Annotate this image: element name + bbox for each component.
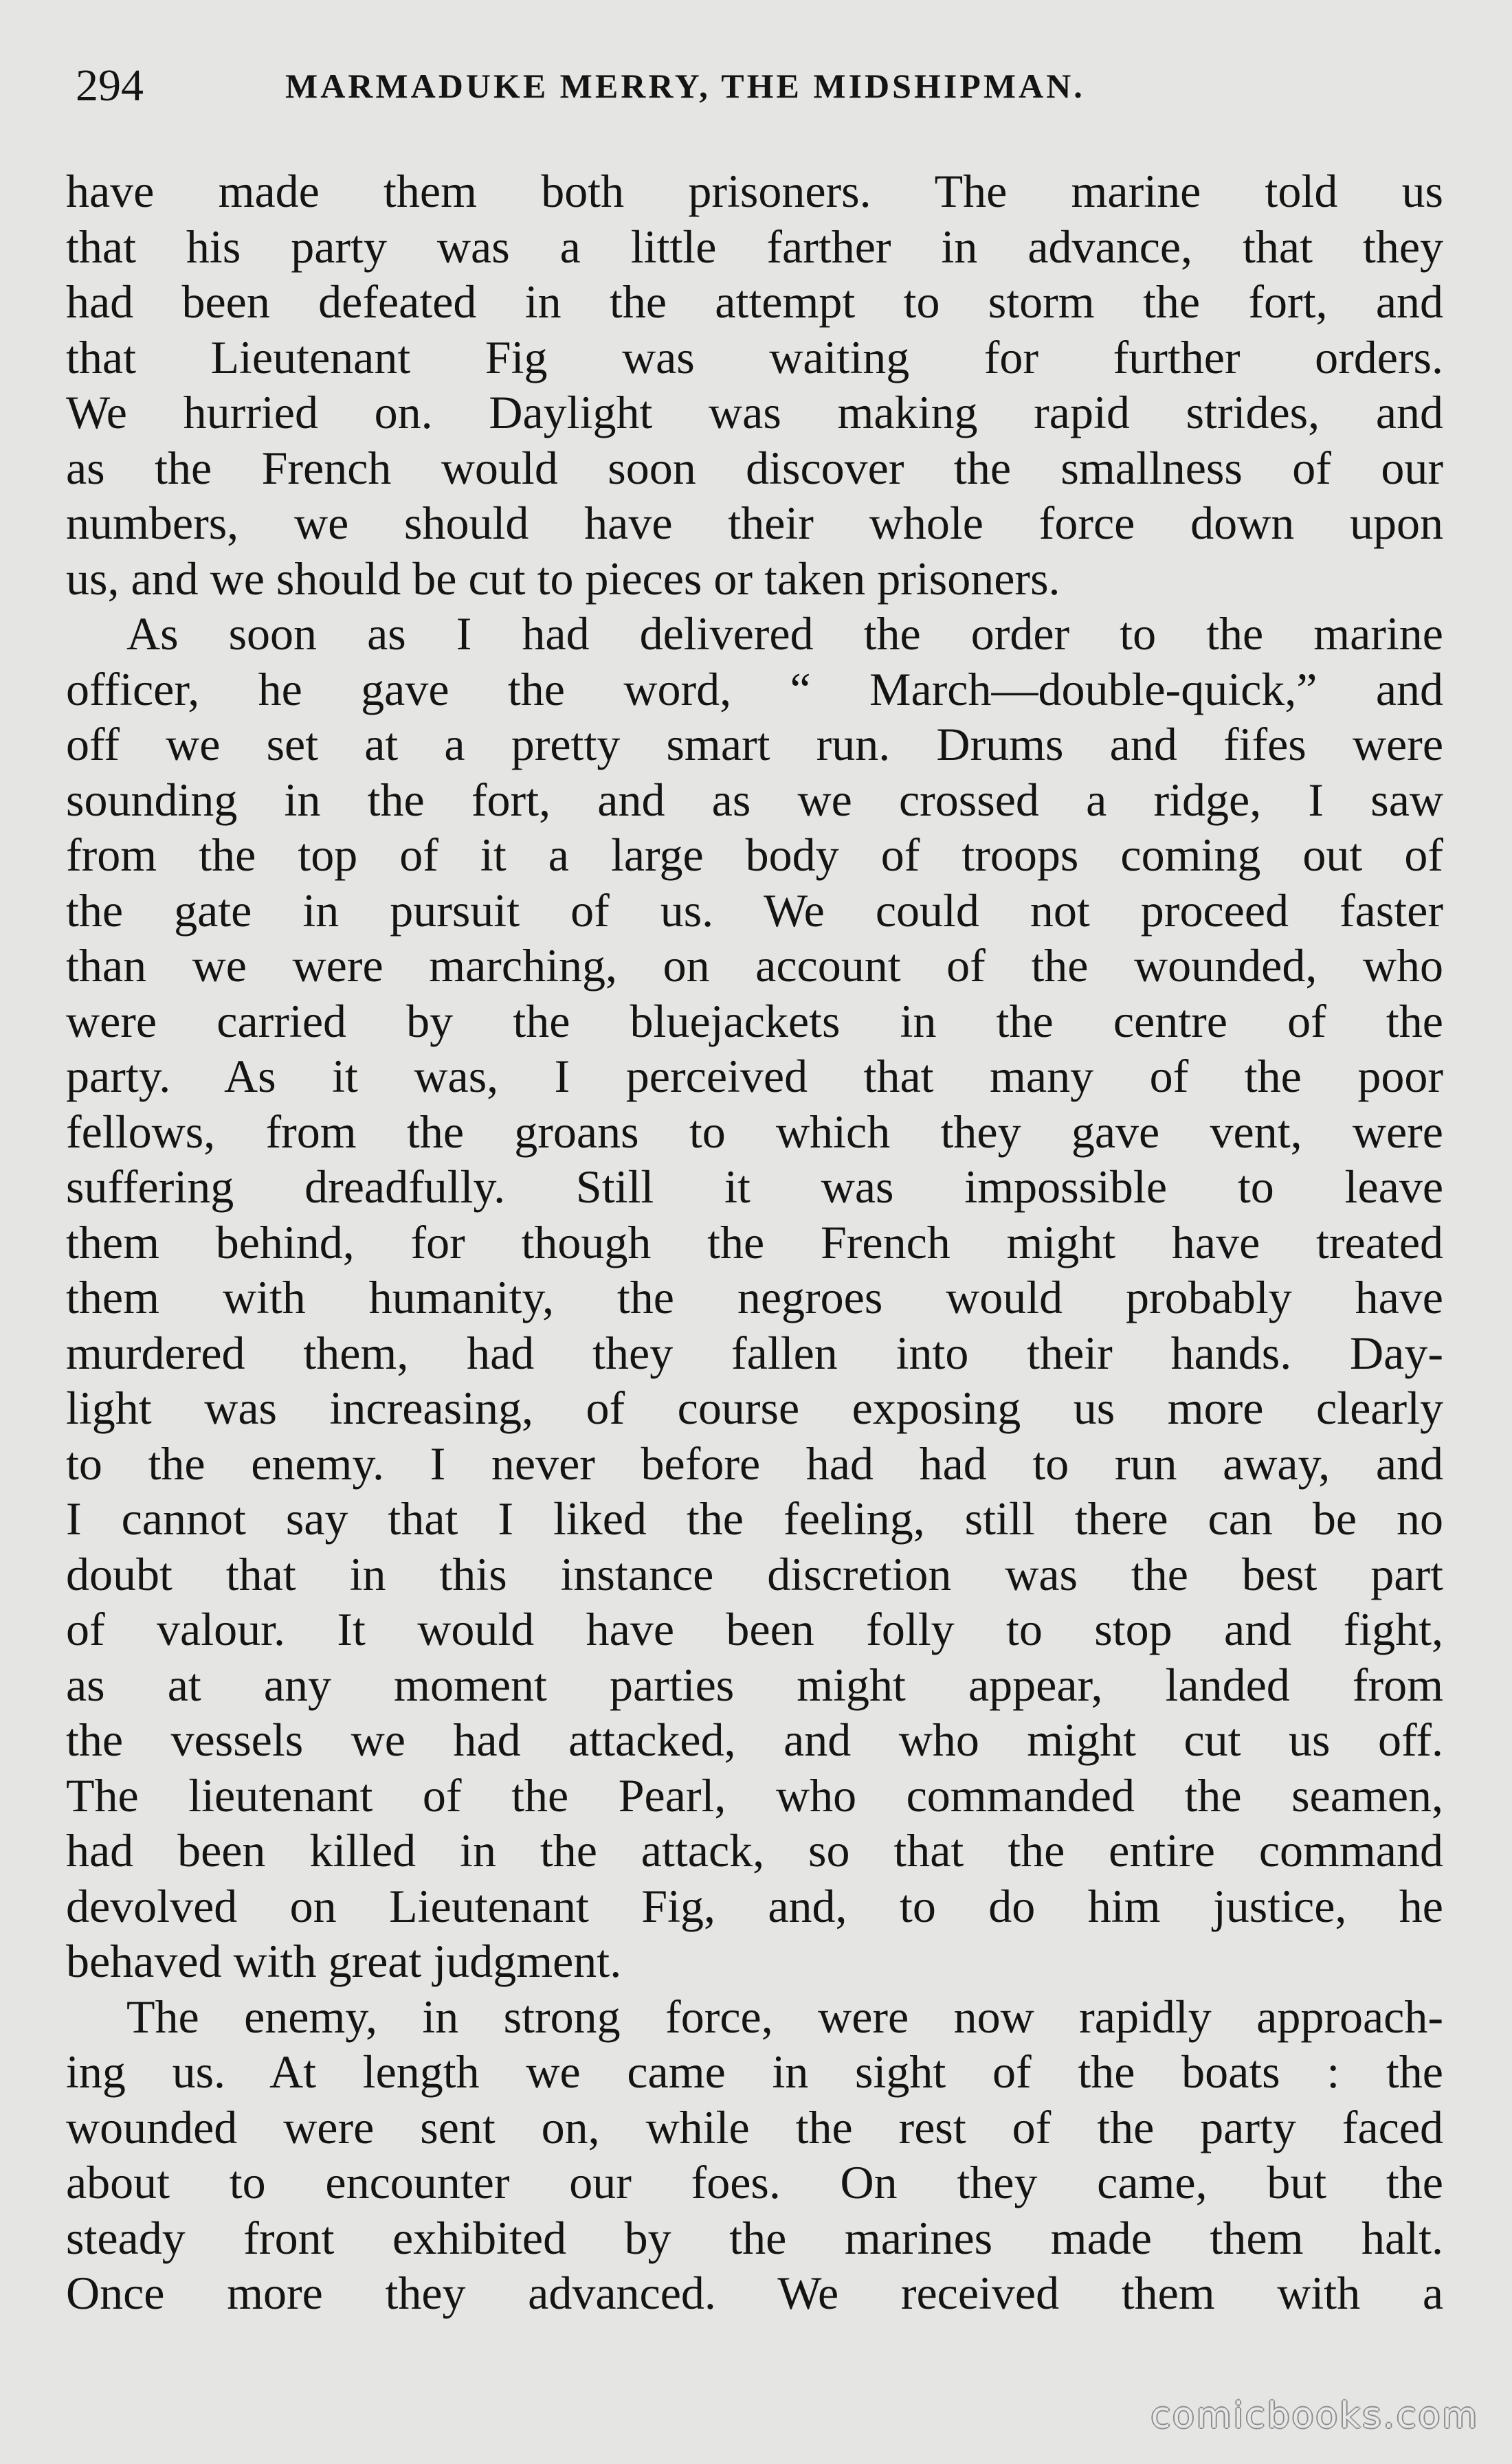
text-line: party. As it was, I perceived that many of the poor — [66, 1050, 1443, 1102]
page-number: 294 — [76, 60, 144, 111]
text-line: the vessels we had attacked, and who might cut us off. — [66, 1714, 1443, 1766]
paragraph — [66, 1989, 1443, 2321]
running-title: MARMADUKE MERRY, THE MIDSHIPMAN. — [285, 67, 1085, 105]
text-line: sounding in the fort, and as we crossed a ridge, I saw — [66, 773, 1443, 826]
text-line: were carried by the bluejackets in the centre of the — [66, 994, 1443, 1047]
text-line: that Lieutenant Fig was waiting for further orders. — [66, 331, 1443, 383]
text-line: light was increasing, of course exposing us more clearly — [66, 1382, 1443, 1434]
text-line: Once more they advanced. We received them with a — [66, 2267, 1443, 2319]
text-line: The enemy, in strong force, were now rapidly approach- — [126, 1990, 1443, 2043]
text-line: had been defeated in the attempt to storm the fort, and — [66, 276, 1443, 328]
text-line: devolved on Lieutenant Fig, and, to do him justice, he — [66, 1879, 1443, 1932]
text-line: have made them both prisoners. The marine told us — [66, 165, 1443, 217]
text-line: of valour. It would have been folly to stop and fight, — [66, 1603, 1443, 1655]
text-line: us, and we should be cut to pieces or taken prisoners. — [66, 552, 1060, 605]
text-line: ing us. At length we came in sight of the boats : the — [66, 2046, 1443, 2098]
text-line: I cannot say that I liked the feeling, still there can be no — [66, 1492, 1443, 1545]
text-line: to the enemy. I never before had had to run away, and — [66, 1437, 1443, 1490]
text-line: had been killed in the attack, so that the entire command — [66, 1824, 1443, 1877]
paragraph — [66, 606, 1443, 1989]
text-line: The lieutenant of the Pearl, who commanded the seamen, — [66, 1769, 1443, 1822]
text-line: As soon as I had delivered the order to the marine — [126, 607, 1443, 660]
text-line: the gate in pursuit of us. We could not proceed faster — [66, 884, 1443, 937]
text-line: them with humanity, the negroes would probably have — [66, 1271, 1443, 1323]
text-line: officer, he gave the word, “ March—double-quick,” and — [66, 662, 1443, 715]
text-line: We hurried on. Daylight was making rapid strides, and — [66, 386, 1443, 438]
text-line: off we set at a pretty smart run. Drums and fifes were — [66, 718, 1443, 770]
text-line: doubt that in this instance discretion was the best part — [66, 1547, 1443, 1600]
text-line: suffering dreadfully. Still it was impossible to leave — [66, 1161, 1443, 1213]
text-line: wounded were sent on, while the rest of the party faced — [66, 2101, 1443, 2153]
text-line: that his party was a little farther in advance, that they — [66, 220, 1443, 273]
text-line: steady front exhibited by the marines made them halt. — [66, 2211, 1443, 2264]
text-line: them behind, for though the French might have treated — [66, 1216, 1443, 1268]
text-line: fellows, from the groans to which they gave vent, were — [66, 1105, 1443, 1158]
body-text — [66, 164, 1443, 2321]
text-line: as at any moment parties might appear, landed from — [66, 1658, 1443, 1711]
paragraph — [66, 164, 1443, 606]
text-line: about to encounter our foes. On they came, but the — [66, 2156, 1443, 2208]
text-line: behaved with great judgment. — [66, 1935, 622, 1987]
text-line: numbers, we should have their whole force down upon — [66, 497, 1443, 549]
text-line: as the French would soon discover the smallness of our — [66, 441, 1443, 494]
page-header — [76, 55, 1447, 117]
text-line: murdered them, had they fallen into their hands. Day- — [66, 1326, 1443, 1379]
text-line: from the top of it a large body of troops coming out of — [66, 829, 1443, 881]
text-line: than we were marching, on account of the wounded, who — [66, 939, 1443, 992]
watermark: comicbooks.com — [1150, 2395, 1479, 2437]
